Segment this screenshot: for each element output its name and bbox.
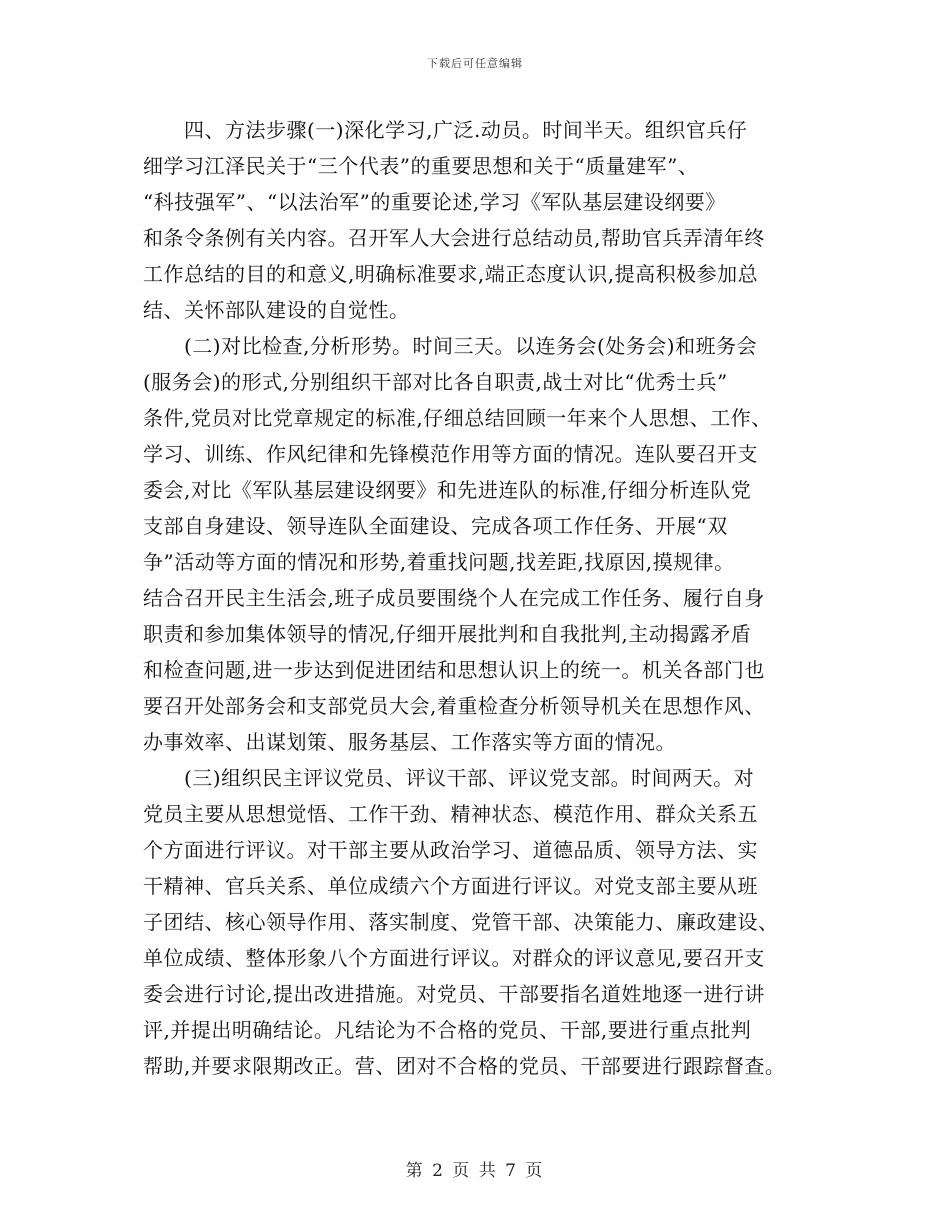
text-line: 干精神、官兵关系、单位成绩六个方面进行评议。对党支部主要从班	[143, 874, 758, 898]
text-line: 帮助,并要求限期改正。营、团对不合格的党员、干部要进行跟踪督查。	[143, 1054, 786, 1078]
text-line: 子团结、核心领导作用、落实制度、党管干部、决策能力、廉政建设、	[143, 910, 779, 934]
text-line: (二)对比检查,分析形势。时间三天。以连务会(处务会)和班务会	[184, 334, 758, 358]
text-line: 要召开处部务会和支部党员大会,着重检查分析领导机关在思想作风、	[143, 694, 765, 718]
text-line: 工作总结的目的和意义,明确标准要求,端正态度认识,提高积极参加总	[143, 262, 759, 286]
text-line: 个方面进行评议。对干部主要从政治学习、道德品质、领导方法、实	[143, 838, 758, 862]
text-line: 争”活动等方面的情况和形势,着重找问题,找差距,找原因,摸规律。	[143, 550, 735, 574]
text-line: (服务会)的形式,分别组织干部对比各自职责,战士对比“优秀士兵”	[143, 370, 728, 394]
text-line: (三)组织民主评议党员、评议干部、评议党支部。时间两天。对	[184, 766, 755, 790]
text-line: 和检查问题,进一步达到促进团结和思想认识上的统一。机关各部门也	[143, 658, 765, 682]
text-line: 四、方法步骤(一)深化学习,广泛.动员。时间半天。组织官兵仔	[184, 118, 748, 142]
page-number: 第 2 页 共 7 页	[405, 1161, 545, 1181]
text-line: 和条令条例有关内容。召开军人大会进行总结动员,帮助官兵弄清年终	[143, 226, 765, 250]
text-line: 细学习江泽民关于“三个代表”的重要思想和关于“质量建军”、	[143, 154, 699, 178]
text-line: 委会,对比《军队基层建设纲要》和先进连队的标准,仔细分析连队党	[143, 478, 752, 502]
text-line: 条件,党员对比党章规定的标准,仔细总结回顾一年来个人思想、工作、	[143, 406, 772, 430]
text-line: 学习、训练、作风纪律和先锋模范作用等方面的情况。连队要召开支	[143, 442, 758, 466]
text-line: 评,并提出明确结论。凡结论为不合格的党员、干部,要进行重点批判	[143, 1018, 752, 1042]
text-line: 办事效率、出谋划策、服务基层、工作落实等方面的情况。	[143, 730, 676, 754]
text-line: “科技强军”、“以法治军”的重要论述,学习《军队基层建设纲要》	[143, 190, 726, 214]
text-line: 支部自身建设、领导连队全面建设、完成各项工作任务、开展“双	[143, 514, 728, 538]
text-line: 委会进行讨论,提出改进措施。对党员、干部要指名道姓地逐一进行讲	[143, 982, 765, 1006]
document-body	[143, 112, 823, 1084]
text-line: 结合召开民主生活会,班子成员要围绕个人在完成工作任务、履行自身	[143, 586, 765, 610]
text-line: 党员主要从思想觉悟、工作干劲、精神状态、模范作用、群众关系五	[143, 802, 758, 826]
text-line: 职责和参加集体领导的情况,仔细开展批判和自我批判,主动揭露矛盾	[143, 622, 752, 646]
text-line: 单位成绩、整体形象八个方面进行评议。对群众的评议意见,要召开支	[143, 946, 765, 970]
text-line: 结、关怀部队建设的自觉性。	[143, 298, 410, 322]
page-header: 下载后可任意编辑	[427, 57, 523, 70]
